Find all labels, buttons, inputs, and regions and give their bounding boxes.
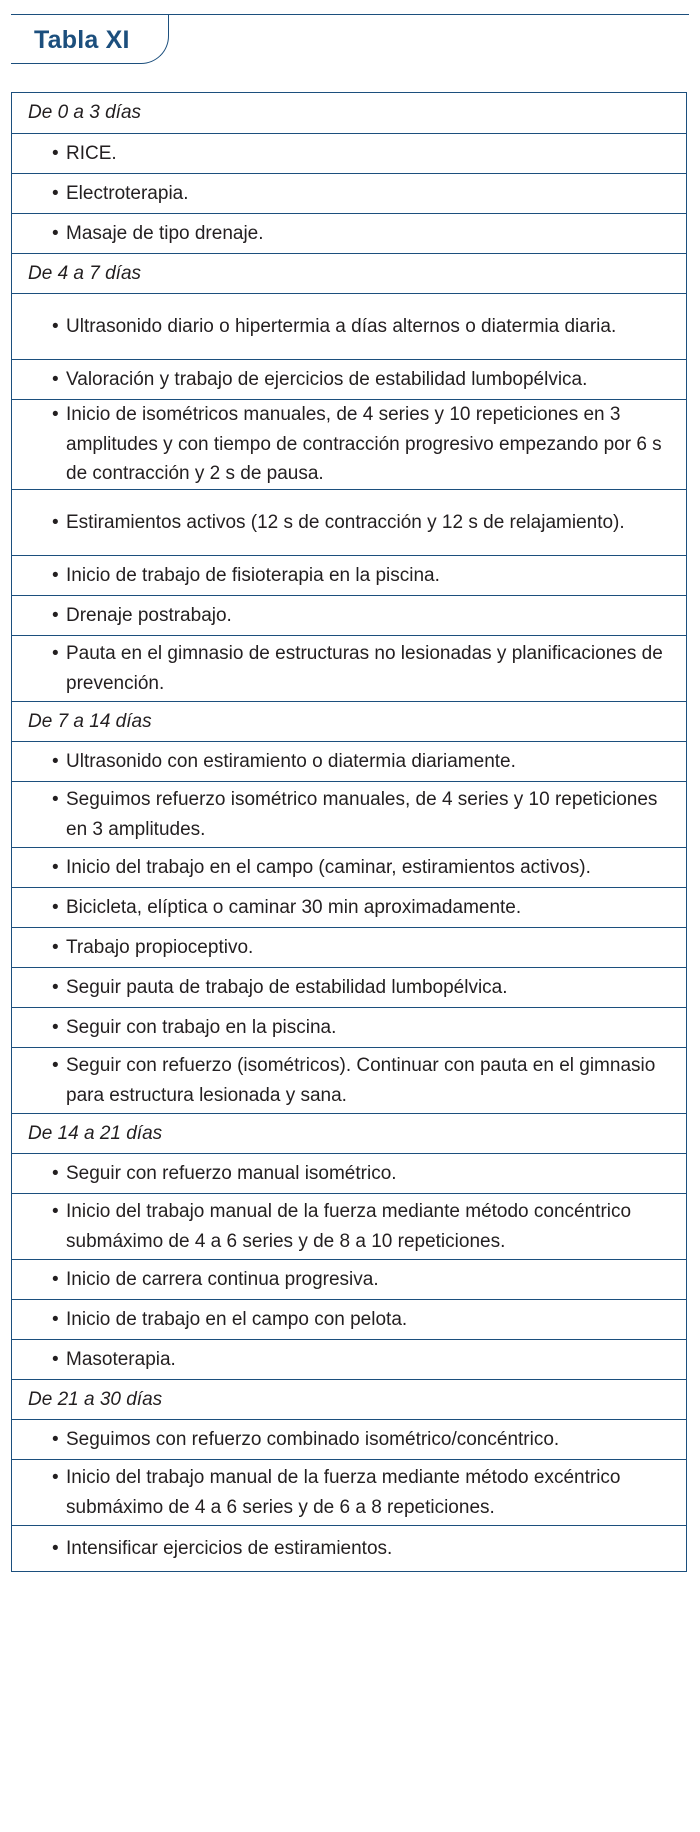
list-item [12,1007,686,1047]
list-item-text: • Inicio del trabajo manual de la fuerza mediante método concéntrico submáximo de 4 a 6 series y de 8 a 10 repeticiones. [52,1197,672,1256]
list-item-text: • Inicio de trabajo de fisioterapia en la piscina. [52,561,440,591]
list-item [12,173,686,213]
list-item [12,399,686,489]
period-label: De 14 a 21 días [28,1122,163,1144]
period-header [12,253,686,293]
list-item [12,1339,686,1379]
list-item [12,1419,686,1459]
treatment-table [11,92,687,1572]
list-item [12,1259,686,1299]
list-item [12,1459,686,1525]
list-item-text: • Inicio del trabajo manual de la fuerza mediante método excéntrico submáximo de 4 a 6 series y de 6 a 8 repeticiones. [52,1463,672,1522]
list-item [12,489,686,555]
list-item [12,1299,686,1339]
list-item [12,1047,686,1113]
table-title: Tabla XI [34,26,130,54]
period-header [12,701,686,741]
list-item-text: • Inicio de trabajo en el campo con pelota. [52,1305,407,1335]
list-item-text: • Masoterapia. [52,1345,176,1375]
period-label: De 21 a 30 días [28,1388,163,1410]
period-label: De 4 a 7 días [28,262,142,284]
list-item-text: • Seguimos con refuerzo combinado isométrico/concéntrico. [52,1425,559,1455]
list-item-text: • Trabajo propioceptivo. [52,933,253,963]
list-item-text: • Electroterapia. [52,179,189,209]
list-item-text: • Intensificar ejercicios de estiramientos. [52,1534,392,1564]
list-item-text: • Pauta en el gimnasio de estructuras no lesionadas y planificaciones de prevención. [52,639,672,698]
list-item [12,1153,686,1193]
list-item-text: • Seguimos refuerzo isométrico manuales, de 4 series y 10 repeticiones en 3 amplitudes. [52,785,672,844]
list-item-text: • Estiramientos activos (12 s de contracción y 12 s de relajamiento). [52,508,625,538]
period-label: De 0 a 3 días [28,102,142,124]
list-item-text: • Masaje de tipo drenaje. [52,219,264,249]
list-item [12,1525,686,1571]
list-item [12,1193,686,1259]
list-item [12,359,686,399]
list-item-text: • Seguir con refuerzo manual isométrico. [52,1159,397,1189]
period-header [12,93,686,133]
list-item [12,741,686,781]
list-item-text: • RICE. [52,139,117,169]
list-item-text: • Inicio de isométricos manuales, de 4 series y 10 repeticiones en 3 amplitudes y con tiempo de contracción progresivo empezando por 6 s de contracción y 2 s de pausa. [52,400,672,489]
list-item-text: • Seguir pauta de trabajo de estabilidad lumbopélvica. [52,973,508,1003]
list-item [12,595,686,635]
list-item-text: • Ultrasonido con estiramiento o diatermia diariamente. [52,747,516,777]
list-item [12,133,686,173]
list-item [12,887,686,927]
list-item [12,635,686,701]
list-item [12,967,686,1007]
period-label: De 7 a 14 días [28,710,152,732]
list-item [12,781,686,847]
list-item-text: • Seguir con refuerzo (isométricos). Continuar con pauta en el gimnasio para estructura lesionada y sana. [52,1051,672,1110]
list-item [12,927,686,967]
list-item [12,293,686,359]
period-header [12,1113,686,1153]
list-item-text: • Inicio del trabajo en el campo (caminar, estiramientos activos). [52,853,591,883]
list-item-text: • Ultrasonido diario o hipertermia a días alternos o diatermia diaria. [52,312,616,342]
list-item-text: • Seguir con trabajo en la piscina. [52,1013,336,1043]
list-item-text: • Drenaje postrabajo. [52,601,232,631]
list-item-text: • Bicicleta, elíptica o caminar 30 min aproximadamente. [52,893,521,923]
list-item [12,555,686,595]
list-item [12,847,686,887]
list-item [12,213,686,253]
list-item-text: • Inicio de carrera continua progresiva. [52,1265,379,1295]
period-header [12,1379,686,1419]
list-item-text: • Valoración y trabajo de ejercicios de estabilidad lumbopélvica. [52,365,587,395]
